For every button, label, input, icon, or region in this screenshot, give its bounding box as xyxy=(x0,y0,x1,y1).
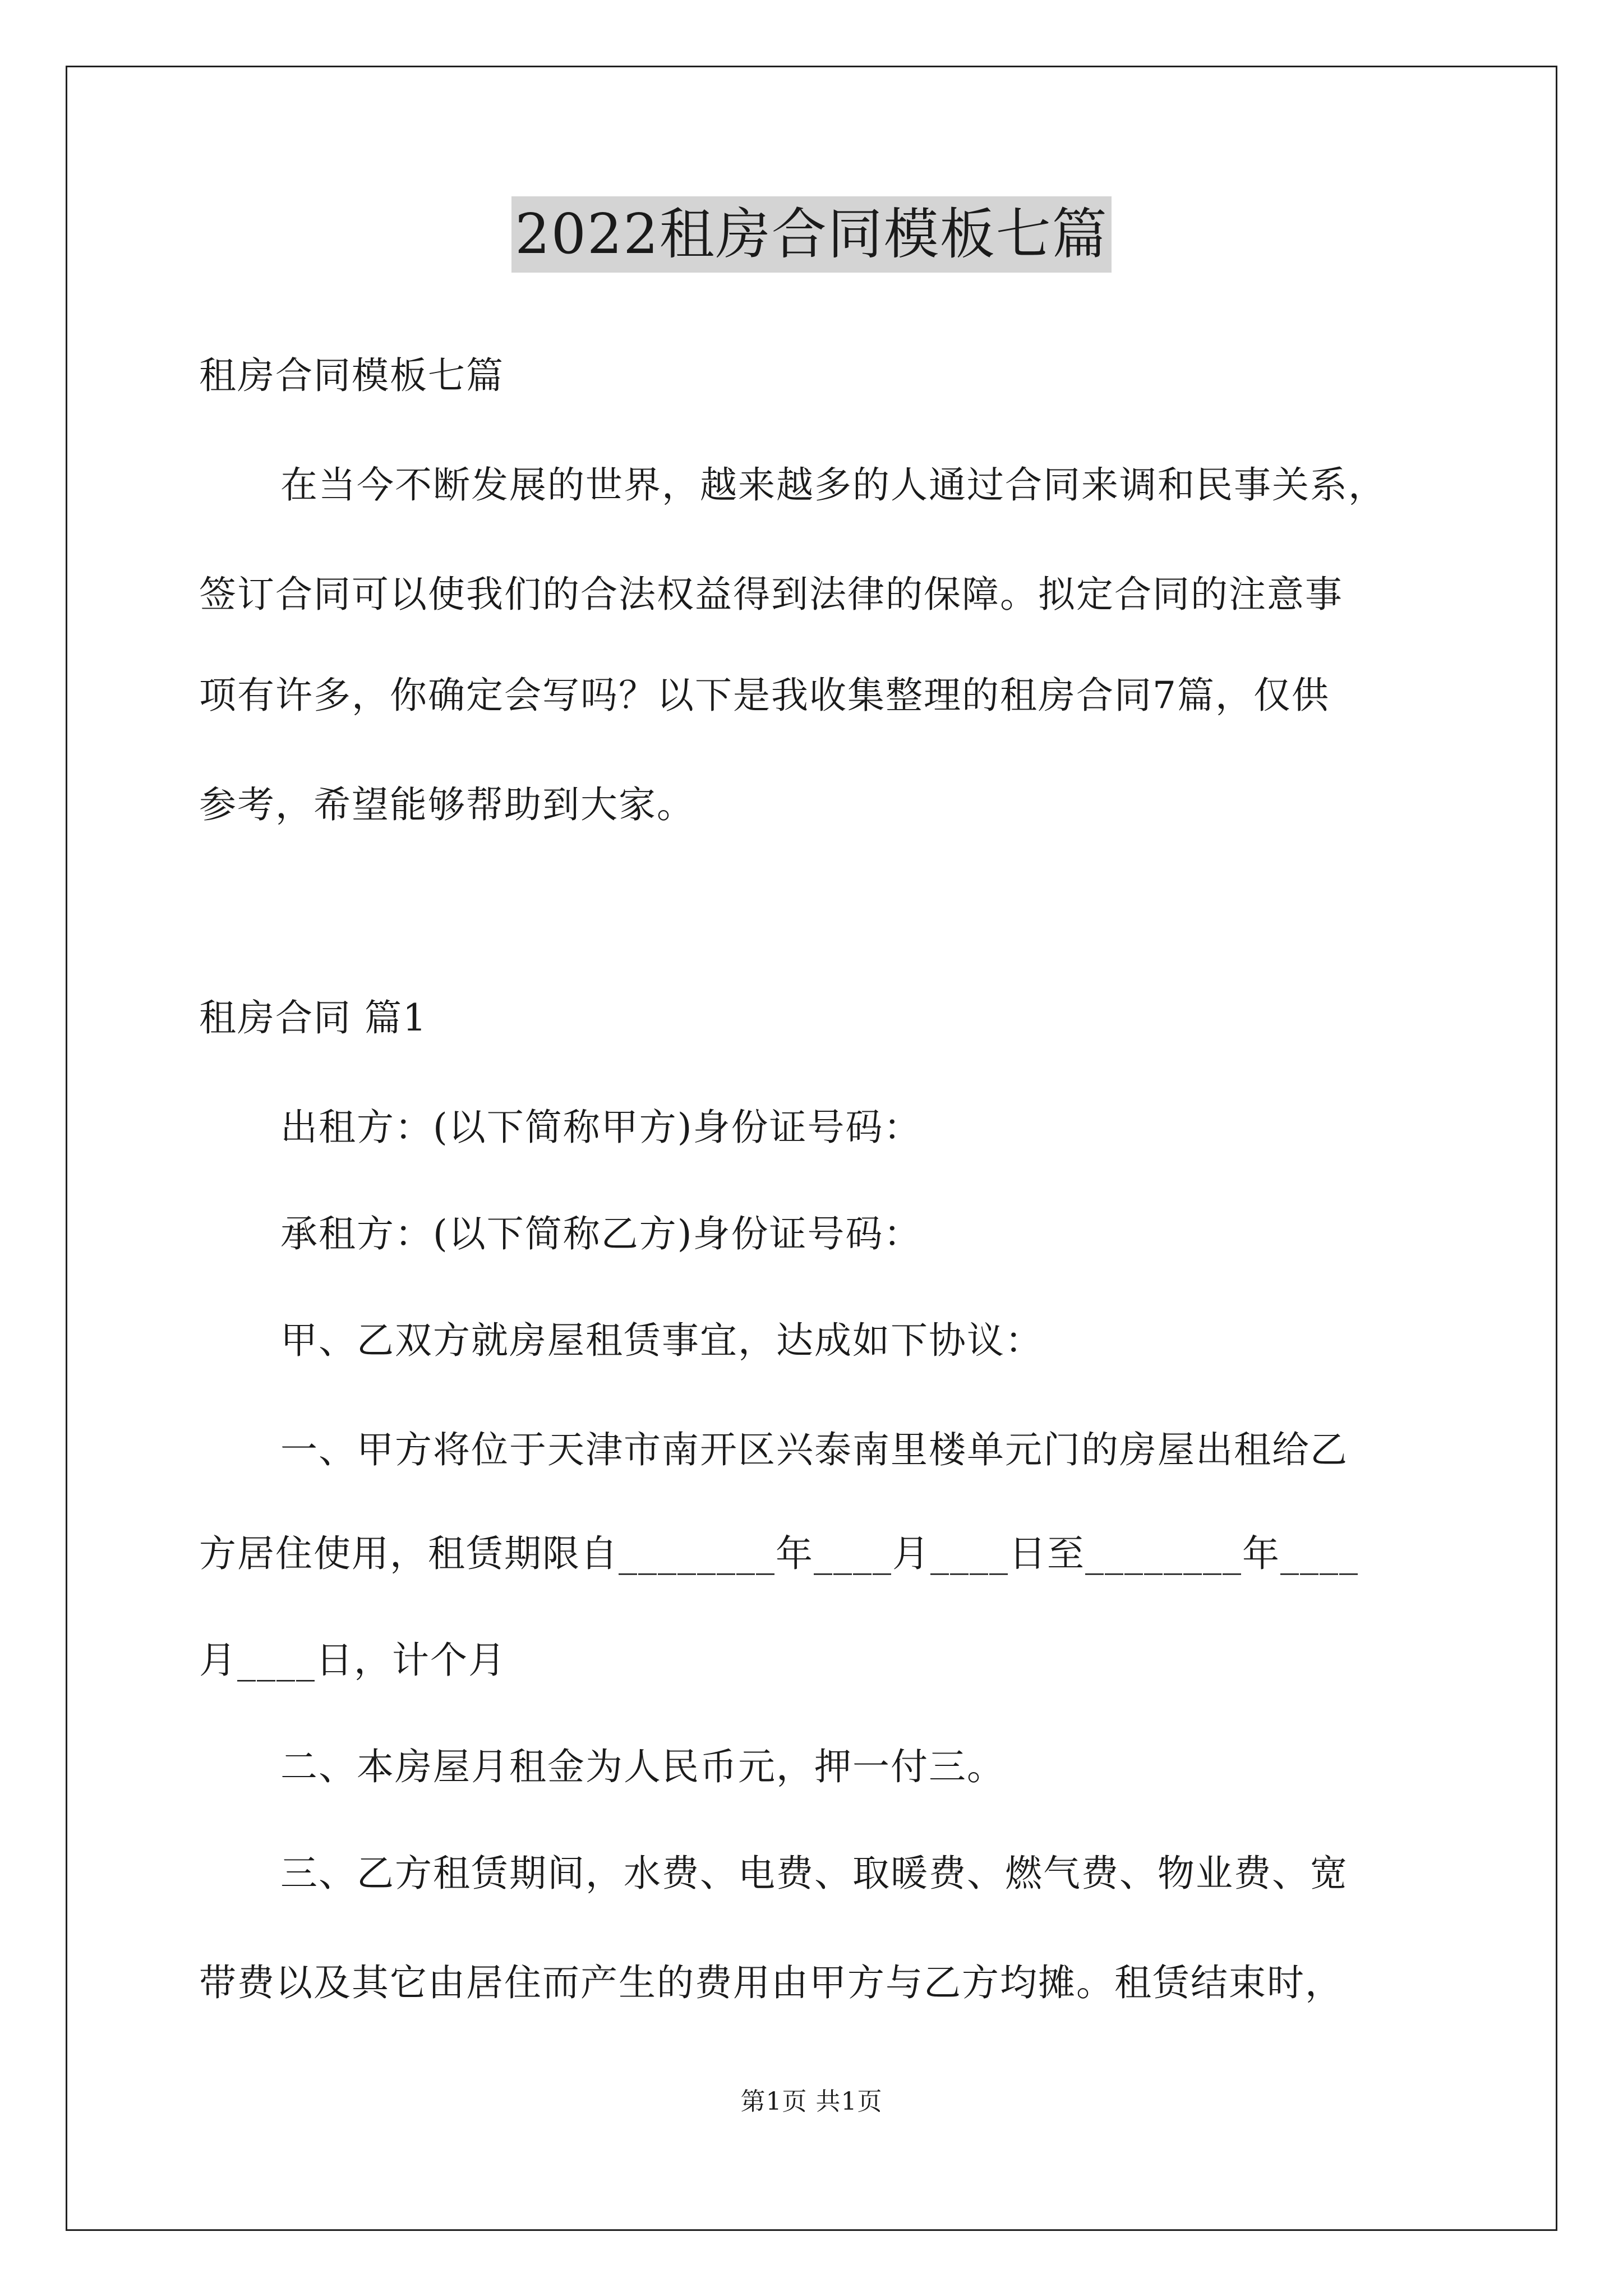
body-line: 带费以及其它由居住而产生的费用由甲方与乙方均摊。租赁结束时， xyxy=(199,1961,1343,2004)
document-title: 2022租房合同模板七篇 xyxy=(511,196,1111,273)
body-line: 月____日，计个月 xyxy=(199,1639,506,1682)
intro-line: 签订合同可以使我们的合法权益得到法律的保障。拟定合同的注意事 xyxy=(199,573,1343,616)
section-heading: 租房合同 篇1 xyxy=(199,996,427,1039)
body-line: 出租方：(以下简称甲方)身份证号码： xyxy=(280,1106,922,1149)
subtitle: 租房合同模板七篇 xyxy=(199,354,504,397)
title-container xyxy=(0,196,1623,273)
intro-line: 在当今不断发展的世界，越来越多的人通过合同来调和民事关系， xyxy=(280,463,1386,507)
intro-line: 项有许多，你确定会写吗？以下是我收集整理的租房合同7篇，仅供 xyxy=(199,674,1330,717)
body-line: 方居住使用，租赁期限自________年____月____日至________年____ xyxy=(199,1532,1359,1575)
body-line: 三、乙方租赁期间，水费、电费、取暖费、燃气费、物业费、宽 xyxy=(280,1852,1348,1895)
body-line: 甲、乙双方就房屋租赁事宜，达成如下协议： xyxy=(280,1319,1043,1362)
body-line: 一、甲方将位于天津市南开区兴泰南里楼单元门的房屋出租给乙 xyxy=(280,1428,1348,1471)
body-line: 承租方：(以下简称乙方)身份证号码： xyxy=(280,1212,922,1255)
intro-line: 参考，希望能够帮助到大家。 xyxy=(199,783,695,826)
page-footer: 第1页 共1页 xyxy=(740,2087,883,2116)
body-line: 二、本房屋月租金为人民币元，押一付三。 xyxy=(280,1745,1005,1788)
